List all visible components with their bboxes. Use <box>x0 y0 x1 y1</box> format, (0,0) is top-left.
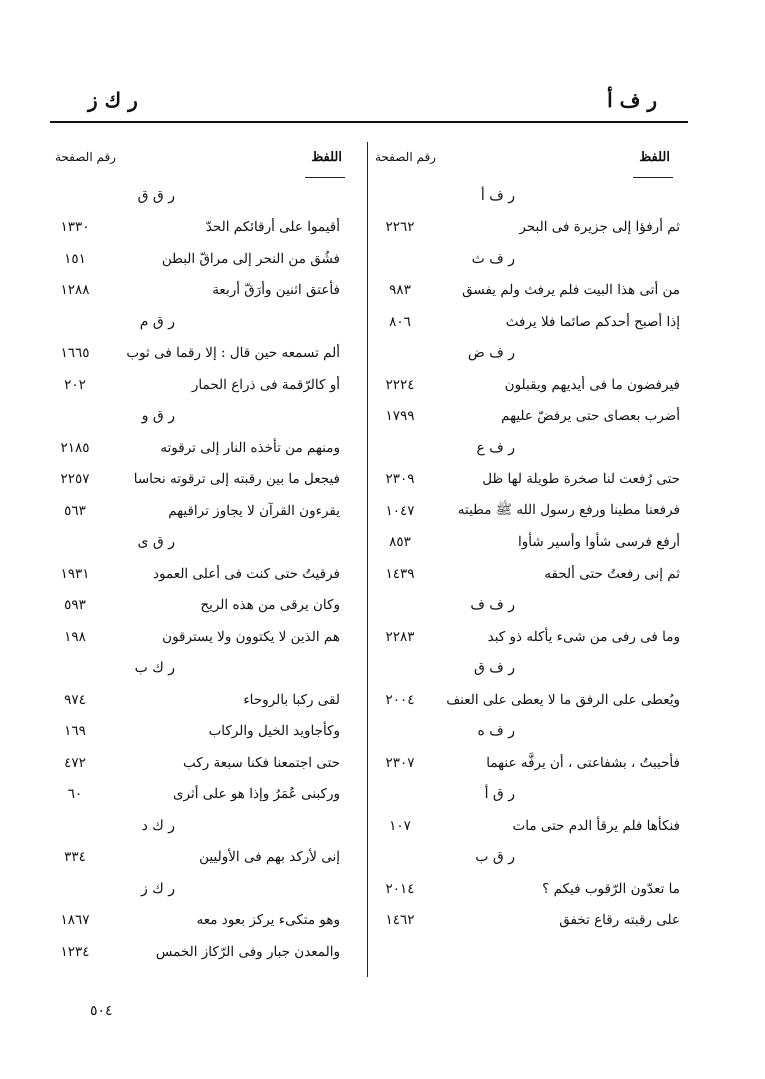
root-label: ر ف ه <box>477 723 515 740</box>
page-ref: ١٣٣٠ <box>60 219 90 236</box>
page-ref: ١٨٦٧ <box>60 912 90 929</box>
root-label: ر ف ث <box>471 250 515 267</box>
root-label: ر ف ض <box>467 345 515 362</box>
page-ref <box>370 779 430 811</box>
entry-text: وكأجاويد الخيل والركاب <box>208 723 340 740</box>
page-ref: ٢٠٢ <box>64 376 86 393</box>
entry-text: والمعدن جبار وفى الرّكاز الخمس <box>155 943 340 960</box>
entry-row <box>390 401 680 433</box>
page-ref: ٨٠٦ <box>389 313 411 330</box>
entry-text: لقى ركبا بالروحاء <box>243 691 340 708</box>
page-ref: ٥٩٣ <box>64 597 86 614</box>
root-heading <box>390 180 680 212</box>
entry-text: فأحببتُ ، بشفاعتى ، أن يرفَّه عنهما <box>486 754 680 771</box>
root-label: ر ق و <box>141 408 175 425</box>
entry-text: فشُق من النحر إلى مراقّ البطن <box>161 250 340 267</box>
root-label: ر ف ق <box>473 660 515 677</box>
entry-text: من أتى هذا البيت فلم يرفث ولم يفسق <box>462 282 680 299</box>
right-word-column <box>390 180 680 936</box>
page-ref: ١٠٧ <box>389 817 411 834</box>
entry-text: هم الذين لا يكتوون ولا يسترقون <box>162 628 340 645</box>
root-label: ر ك ز <box>141 880 175 897</box>
page-ref: ٢٢٢٤ <box>385 376 415 393</box>
entry-text: على رقبته رقاع تخفق <box>559 912 680 929</box>
page-ref <box>40 401 110 433</box>
page-ref <box>370 432 430 464</box>
entry-text: أضرب بعصاى حتى يرفضّ عليهم <box>501 408 680 425</box>
page-ref <box>40 306 110 338</box>
page-ref <box>370 180 430 212</box>
entry-text: فرفعنا مطينا ورفع رسول الله ﷺ مطيته <box>457 501 680 518</box>
entry-text: ويُعطى على الرفق ما لا يعطى على العنف <box>446 691 680 708</box>
page-ref <box>370 842 430 874</box>
root-heading <box>390 653 680 685</box>
root-label: ر ق ق <box>137 187 175 204</box>
page-ref: ٣٣٤ <box>64 849 86 866</box>
entry-text: حتى اجتمعنا فكنا سبعة ركب <box>183 754 340 771</box>
page-ref: ٢٢٨٣ <box>385 628 415 645</box>
heading-underline-left <box>305 177 345 178</box>
header-rule <box>50 121 688 123</box>
entry-text: وكان يرقى من هذه الريح <box>200 597 340 614</box>
page-ref <box>40 180 110 212</box>
page-ref: ١٩٣١ <box>60 565 90 582</box>
entry-row <box>390 369 680 401</box>
entry-text: حتى رُفعت لنا صخرة طويلة لها ظل <box>482 471 680 488</box>
root-heading <box>390 243 680 275</box>
left-page-column <box>40 180 110 968</box>
page-ref: ٢٣٠٩ <box>385 471 415 488</box>
entry-text: فرقيتُ حتى كنت فى أعلى العمود <box>153 565 340 582</box>
entry-text: ألم تسمعه حين قال : إلا رقما فى ثوب <box>126 345 340 362</box>
entry-text: أرفع فرسى شأوا وأسير شأوا <box>517 534 680 551</box>
page-ref <box>370 653 430 685</box>
root-label: ر ق ى <box>137 534 175 551</box>
entry-row <box>390 212 680 244</box>
left-word-heading: اللفظ <box>311 150 342 165</box>
page-ref: ١٤٦٢ <box>385 912 415 929</box>
page-ref: ٢٢٥٧ <box>60 471 90 488</box>
root-heading <box>390 432 680 464</box>
entry-text: ثم إنى رفعتُ حتى ألحقه <box>544 565 680 582</box>
entry-text: وهو متكىء يركز بعود معه <box>196 912 340 929</box>
column-divider <box>367 142 368 977</box>
page-ref: ٢١٨٥ <box>60 439 90 456</box>
page-ref: ١٢٣٤ <box>60 943 90 960</box>
root-label: ر ف أ <box>480 187 515 204</box>
page-ref: ٩٧٤ <box>64 691 86 708</box>
page-ref <box>370 716 430 748</box>
heading-underline-right <box>633 177 673 178</box>
page-header-right: ر ف أ <box>607 88 657 112</box>
root-heading <box>390 716 680 748</box>
entry-row <box>390 275 680 307</box>
page-ref: ٩٨٣ <box>389 282 411 299</box>
page-ref: ١٦٩ <box>64 723 86 740</box>
root-label: ر ف ع <box>476 439 515 456</box>
page-header-left: ر ك ز <box>88 88 138 112</box>
page-ref <box>40 810 110 842</box>
entry-text: ثم أرفؤا إلى جزيرة فى البحر <box>519 219 680 236</box>
entry-text: إنى لأركد بهم فى الأوليين <box>199 849 340 866</box>
page-ref: ١٦٦٥ <box>60 345 90 362</box>
page-ref: ٥٦٣ <box>64 502 86 519</box>
page-ref: ١٩٨ <box>64 628 86 645</box>
root-heading <box>390 590 680 622</box>
entry-row <box>390 810 680 842</box>
page-ref: ٨٥٣ <box>389 534 411 551</box>
page-ref: ٢٠٠٤ <box>385 691 415 708</box>
entry-text: فنكأها فلم يرقأ الدم حتى مات <box>512 817 680 834</box>
entry-row <box>390 527 680 559</box>
entry-row <box>390 306 680 338</box>
page-ref: ٢٢٦٢ <box>385 219 415 236</box>
page-ref: ٤٧٢ <box>64 754 86 771</box>
entry-text: يقرءون القرآن لا يجاوز تراقيهم <box>168 502 340 519</box>
page-ref: ١٠٤٧ <box>385 502 415 519</box>
entry-text: وما فى رفى من شىء يأكله ذو كبد <box>487 628 680 645</box>
root-label: ر ك د <box>141 817 175 834</box>
root-label: ر ك ب <box>134 660 175 677</box>
page-ref <box>370 590 430 622</box>
entry-row <box>390 495 680 527</box>
page-ref <box>370 243 430 275</box>
page-ref: ٢٠١٤ <box>385 880 415 897</box>
entry-text: أو كالرّقمة فى ذراع الحمار <box>191 376 340 393</box>
entry-text: أقيموا على أرقائكم الحدّ <box>205 219 340 236</box>
page-ref <box>40 873 110 905</box>
page-ref <box>40 527 110 559</box>
root-heading <box>390 779 680 811</box>
entry-text: فيرفضون ما فى أيديهم ويقبلون <box>504 376 680 393</box>
root-heading <box>390 338 680 370</box>
left-page-heading: رقم الصفحة <box>55 150 116 164</box>
page-ref: ١٢٨٨ <box>60 282 90 299</box>
page-ref: ٦٠ <box>67 786 83 803</box>
page-ref <box>370 338 430 370</box>
page-ref <box>40 653 110 685</box>
root-label: ر ف ف <box>470 597 515 614</box>
page-number: ٥٠٤ <box>90 1003 113 1019</box>
root-label: ر ق أ <box>484 786 515 803</box>
root-label: ر ق م <box>139 313 175 330</box>
entry-row <box>390 873 680 905</box>
entry-row <box>390 558 680 590</box>
entry-row <box>390 905 680 937</box>
entry-row <box>390 684 680 716</box>
root-label: ر ق ب <box>475 849 515 866</box>
right-page-heading: رقم الصفحة <box>375 150 436 164</box>
entry-text: إذا أصبح أحدكم صائما فلا يرفث <box>505 313 680 330</box>
page-ref: ١٤٣٩ <box>385 565 415 582</box>
entry-row <box>390 747 680 779</box>
entry-text: ومنهم من تأخذه النار إلى ترقوته <box>160 439 340 456</box>
right-page-column <box>370 180 430 936</box>
entry-text: ما تعدّون الرّقوب فيكم ؟ <box>542 880 680 897</box>
entry-row <box>390 464 680 496</box>
entry-row <box>390 621 680 653</box>
entry-text: فأعتق اثنين وأرَقّ أربعة <box>212 282 340 299</box>
page-ref: ٢٣٠٧ <box>385 754 415 771</box>
root-heading <box>390 842 680 874</box>
entry-text: فيجعل ما بين رقبته إلى ترقوته نحاسا <box>133 471 340 488</box>
page-ref: ١٥١ <box>64 250 86 267</box>
entry-text: وركبنى عُمَرُ وإذا هو على أثرى <box>172 786 340 803</box>
page-ref: ١٧٩٩ <box>385 408 415 425</box>
right-word-heading: اللفظ <box>639 150 670 165</box>
